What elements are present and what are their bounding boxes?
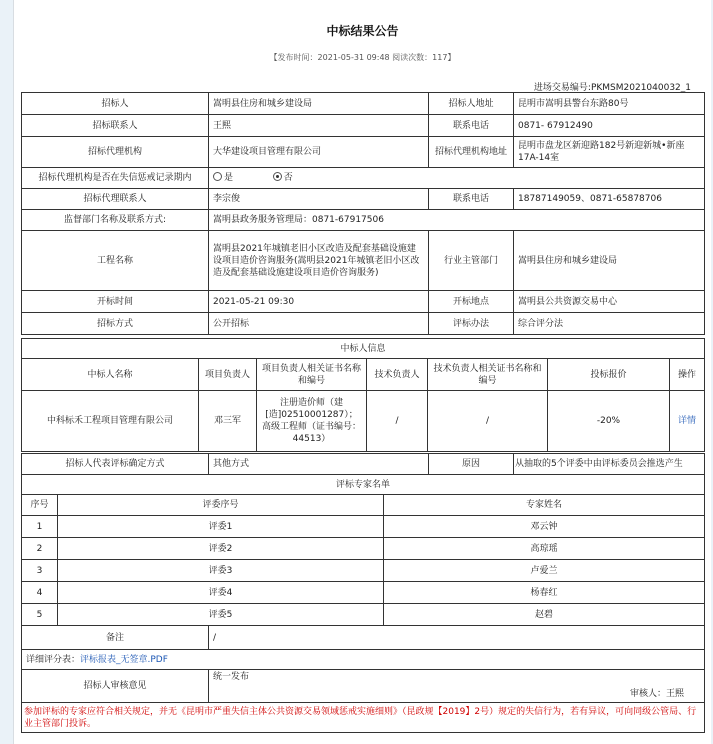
footer-table: [21, 625, 705, 733]
expert-name: 邓云钟: [384, 516, 705, 538]
expert-no: 3: [22, 560, 58, 582]
expert-name: 高琼瑶: [384, 538, 705, 560]
col-pm-cert: 项目负责人相关证书名称和编号: [257, 359, 367, 391]
expert-seq: 评委2: [58, 538, 384, 560]
reason-label: 原因: [429, 454, 514, 475]
basic-info-table: [21, 92, 705, 335]
method-label: 招标方式: [22, 313, 209, 335]
agency-label: 招标代理机构: [22, 137, 209, 168]
detail-label: 详细评分表：: [26, 654, 81, 665]
reason-value: 从抽取的5个评委中由评标委员会推选产生: [514, 454, 705, 475]
phone-value: 0871- 67912490: [514, 115, 705, 137]
project-value: 嵩明县2021年城镇老旧小区改造及配套基础设施建设项目造价咨询服务(嵩明县2021年城镇老旧小区改造及配套基础设施建设项目造价咨询服务): [209, 231, 429, 291]
dishonest-options: [209, 168, 705, 189]
agency-addr-value: 昆明市盘龙区新迎路182号新迎新城•新座17A-14室: [514, 137, 705, 168]
rep-method-table: [21, 453, 705, 475]
col-tech: 技术负责人: [367, 359, 428, 391]
tenderer-label: 招标人: [22, 93, 209, 115]
review-cell: [209, 670, 705, 703]
expert-no: 2: [22, 538, 58, 560]
notice-text: 参加评标的专家应符合相关规定，并无《昆明市严重失信主体公共资源交易领域惩戒实施细则》（昆政规【2019】2号）规定的失信行为，若有异议，可向同级公管局、行业主管部门投诉。: [22, 703, 705, 733]
tenderer-addr-label: 招标人地址: [429, 93, 514, 115]
review-label: 招标人审核意见: [22, 670, 209, 703]
col-expert-name: 专家姓名: [384, 495, 705, 516]
rep-value: 其他方式: [209, 454, 429, 475]
supervisor-value: 嵩明县政务服务管理局：0871-67917506: [209, 210, 705, 231]
winner-section-title: 中标人信息: [22, 339, 705, 359]
table-row: [22, 538, 705, 560]
method-value: 公开招标: [209, 313, 429, 335]
expert-no: 5: [22, 604, 58, 626]
tenderer-value: 嵩明县住房和城乡建设局: [209, 93, 429, 115]
winner-tech-cert: /: [428, 391, 548, 452]
publish-meta: 【发布时间：2021-05-31 09:48 阅读次数：117】: [269, 53, 456, 62]
winner-pm-cert: 注册造价师（建[造]02510001287）；高级工程师（证书编号：44513）: [257, 391, 367, 452]
table-row: [22, 582, 705, 604]
dishonest-label: 招标代理机构是否在失信惩戒记录期内: [22, 168, 209, 189]
radio-yes-label: 是: [224, 173, 234, 183]
phone-label: 联系电话: [429, 115, 514, 137]
expert-no: 1: [22, 516, 58, 538]
col-no: 序号: [22, 495, 58, 516]
agency-contact-value: 李宗俊: [209, 189, 429, 210]
project-label: 工程名称: [22, 231, 209, 291]
col-winner-name: 中标人名称: [22, 359, 199, 391]
agency-value: 大华建设项目管理有限公司: [209, 137, 429, 168]
expert-name: 杨春红: [384, 582, 705, 604]
expert-seq: 评委5: [58, 604, 384, 626]
radio-no-label: 否: [283, 173, 293, 183]
remark-label: 备注: [22, 626, 209, 650]
reviewer: 审核人：王熙: [629, 689, 684, 699]
open-time-label: 开标时间: [22, 291, 209, 313]
agency-addr-label: 招标代理机构地址: [429, 137, 514, 168]
winner-tech: /: [367, 391, 428, 452]
expert-seq: 评委4: [58, 582, 384, 604]
expert-name: 赵碧: [384, 604, 705, 626]
expert-seq: 评委3: [58, 560, 384, 582]
expert-seq: 评委1: [58, 516, 384, 538]
rep-label: 招标人代表评标确定方式: [22, 454, 209, 475]
agency-contact-label: 招标代理联系人: [22, 189, 209, 210]
winner-name: 中科标禾工程项目管理有限公司: [22, 391, 199, 452]
winner-price: -20%: [548, 391, 670, 452]
table-row: [22, 604, 705, 626]
expert-name: 卢爱兰: [384, 560, 705, 582]
eval-value: 综合评分法: [514, 313, 705, 335]
agency-phone-label: 联系电话: [429, 189, 514, 210]
winner-pm: 邓三军: [199, 391, 257, 452]
remark-value: /: [209, 626, 705, 650]
tender-number: 进场交易编号:PKMSM2021040032_1: [533, 83, 691, 93]
industry-value: 嵩明县住房和城乡建设局: [514, 231, 705, 291]
radio-yes[interactable]: [213, 172, 222, 181]
col-tech-cert: 技术负责人相关证书名称和编号: [428, 359, 548, 391]
table-row: [22, 560, 705, 582]
contact-label: 招标联系人: [22, 115, 209, 137]
winner-table: [21, 338, 705, 452]
open-place-value: 嵩明县公共资源交易中心: [514, 291, 705, 313]
supervisor-label: 监督部门名称及联系方式:: [22, 210, 209, 231]
radio-no[interactable]: [273, 172, 282, 181]
review-value: 统一发布: [213, 672, 250, 682]
expert-no: 4: [22, 582, 58, 604]
eval-label: 评标办法: [429, 313, 514, 335]
col-seq: 评委序号: [58, 495, 384, 516]
open-time-value: 2021-05-21 09:30: [209, 291, 429, 313]
detail-row: [22, 650, 705, 670]
table-row: [22, 516, 705, 538]
detail-report-link[interactable]: 评标报表_无签章.PDF: [80, 654, 168, 665]
col-price: 投标报价: [548, 359, 670, 391]
col-action: 操作: [670, 359, 705, 391]
agency-phone-value: 18787149059、0871-65878706: [514, 189, 705, 210]
experts-section-title: 评标专家名单: [22, 475, 705, 495]
industry-label: 行业主管部门: [429, 231, 514, 291]
contact-value: 王熙: [209, 115, 429, 137]
open-place-label: 开标地点: [429, 291, 514, 313]
tenderer-addr-value: 昆明市嵩明县警台东路80号: [514, 93, 705, 115]
page-title: 中标结果公告: [326, 24, 399, 38]
announcement-page: [13, 0, 711, 744]
detail-link[interactable]: 详情: [678, 416, 697, 426]
experts-table: [21, 474, 705, 626]
col-pm: 项目负责人: [199, 359, 257, 391]
